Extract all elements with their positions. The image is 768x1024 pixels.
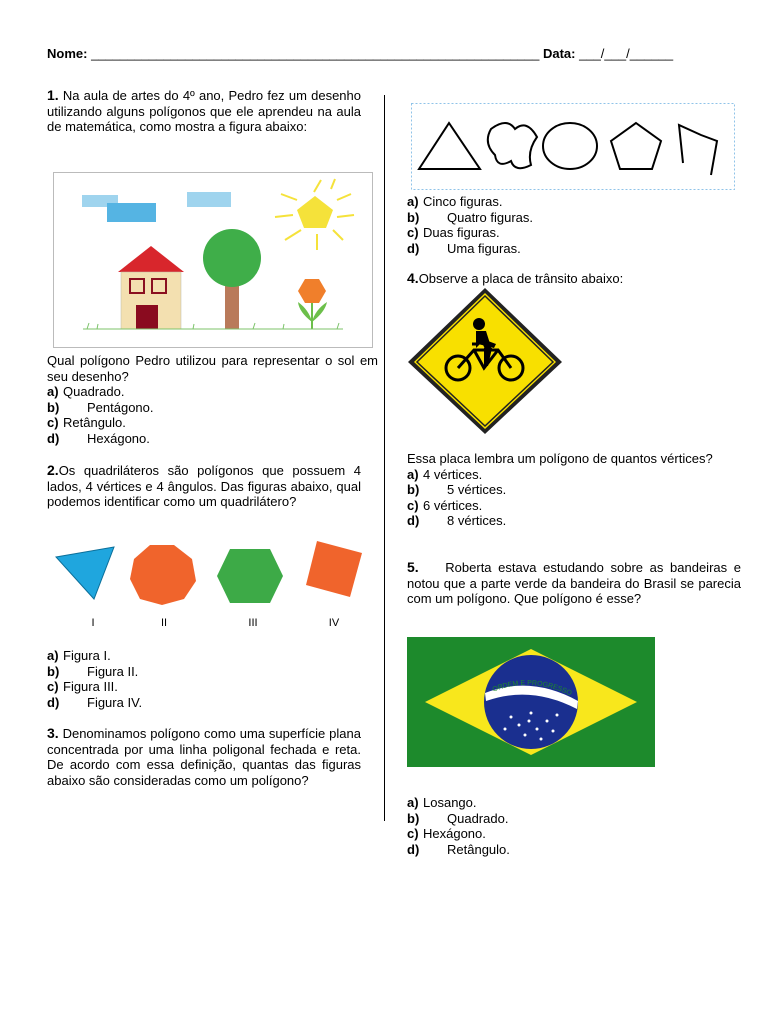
q2-shapes: [50, 535, 370, 635]
question-4: [407, 271, 741, 287]
q3-figures: [411, 103, 735, 190]
q4-option-d[interactable]: d) 8 vértices.: [407, 513, 507, 529]
q2-number: 2.: [47, 462, 59, 478]
shape-quadrilateral-IV: [306, 541, 362, 597]
q4-text: Observe a placa de trânsito abaixo:: [418, 271, 624, 286]
q3-number: 3.: [47, 725, 59, 741]
shape-hexagon-III: [217, 549, 283, 603]
question-2-options: [47, 648, 361, 710]
name-label: Nome:: [47, 46, 88, 61]
q3-text: Denominamos polígono como uma superfície plana concentrada por uma linha poligonal fechada e reta. De acordo com essa definição, quantas das figuras abaixo são consideradas como um polígono?: [47, 726, 361, 788]
q1-text: Na aula de artes do 4º ano, Pedro fez um desenho utilizando alguns polígonos que ele aprendeu na aula de matemática, como mostra a figura abaixo:: [47, 88, 361, 135]
q2-option-b[interactable]: b) Figura II.: [47, 663, 139, 679]
tree-trunk: [225, 282, 239, 329]
brazil-flag: [407, 637, 655, 767]
q2-text: Os quadriláteros são polígonos que possuem 4 lados, 4 vértices e 4 ângulos. Das figuras abaixo, qual podemos identificar como um quadrilátero?: [47, 463, 361, 510]
date-field[interactable]: ___/___/______: [579, 46, 674, 61]
cloud-rect-3: [187, 192, 231, 207]
q1-question: Qual polígono Pedro utilizou para representar o sol em seu desenho?: [47, 353, 378, 384]
figure-pentagon: [611, 123, 661, 169]
q5-option-a[interactable]: a) Losango.: [407, 795, 477, 810]
house-door: [136, 305, 158, 329]
question-1: [47, 88, 361, 135]
q1-number: 1.: [47, 87, 59, 103]
q4-question: Essa placa lembra um polígono de quantos vértices?: [407, 451, 713, 466]
q5-number: 5.: [407, 559, 419, 575]
question-2: [47, 463, 361, 510]
label-IV: IV: [328, 617, 340, 629]
figure-curved-shape: [488, 123, 537, 168]
q4-option-a[interactable]: a) 4 vértices.: [407, 466, 483, 482]
q1-option-d[interactable]: d) Hexágono.: [47, 430, 150, 446]
figure-circle: [543, 123, 597, 169]
q2-option-a[interactable]: a) Figura I.: [47, 648, 111, 663]
figure-open-polyline: [679, 125, 717, 175]
label-II: II: [160, 617, 168, 629]
label-III: III: [248, 617, 258, 629]
cloud-rect-2: [107, 203, 156, 222]
shape-nonagon-II: [130, 545, 196, 605]
question-3: [47, 726, 361, 788]
q2-option-d[interactable]: d) Figura IV.: [47, 694, 143, 710]
header: [47, 46, 707, 61]
q4-number: 4.: [407, 270, 419, 286]
label-I: I: [91, 617, 95, 629]
figure-triangle: [419, 123, 480, 169]
q3-figure-frame: [412, 104, 735, 190]
q4-option-c[interactable]: c) 6 vértices.: [407, 497, 483, 513]
question-5-options: [407, 795, 741, 857]
pedro-drawing: [53, 172, 373, 348]
question-4-prompt: [407, 451, 741, 529]
q5-text: Roberta estava estudando sobre as bandeiras e notou que a parte verde da bandeira do Brasil se parecia com um polígono. Que polígono é esse?: [407, 560, 741, 607]
q1-option-a[interactable]: a) Quadrado.: [47, 384, 125, 400]
column-divider: [384, 95, 385, 821]
q3-option-c[interactable]: c) Duas figuras.: [407, 225, 500, 241]
q3-option-a[interactable]: a) Cinco figuras.: [407, 194, 503, 209]
name-field[interactable]: ______________________________________________________________: [91, 46, 540, 61]
shape-triangle-I: [56, 547, 114, 599]
q3-option-d[interactable]: d) Uma figuras.: [407, 240, 521, 256]
q1-option-c[interactable]: c) Retângulo.: [47, 415, 126, 431]
question-5: [407, 560, 741, 607]
tree-crown: [203, 229, 261, 287]
bicycle-sign: [406, 286, 564, 436]
flag-motto: ORDEM E PROGRESSO: [491, 679, 573, 698]
date-label: Data:: [542, 46, 576, 61]
q1-option-b[interactable]: b) Pentágono.: [47, 399, 154, 415]
q3-option-b[interactable]: b) Quatro figuras.: [407, 209, 533, 225]
q4-option-b[interactable]: b) 5 vértices.: [407, 482, 507, 498]
question-1-prompt: [47, 353, 378, 447]
question-3-options: [407, 194, 741, 256]
q5-option-b[interactable]: b) Quadrado.: [407, 810, 509, 826]
q2-option-c[interactable]: c) Figura III.: [47, 679, 118, 695]
q5-option-d[interactable]: d) Retângulo.: [407, 841, 510, 857]
q5-option-c[interactable]: c) Hexágono.: [407, 826, 486, 842]
